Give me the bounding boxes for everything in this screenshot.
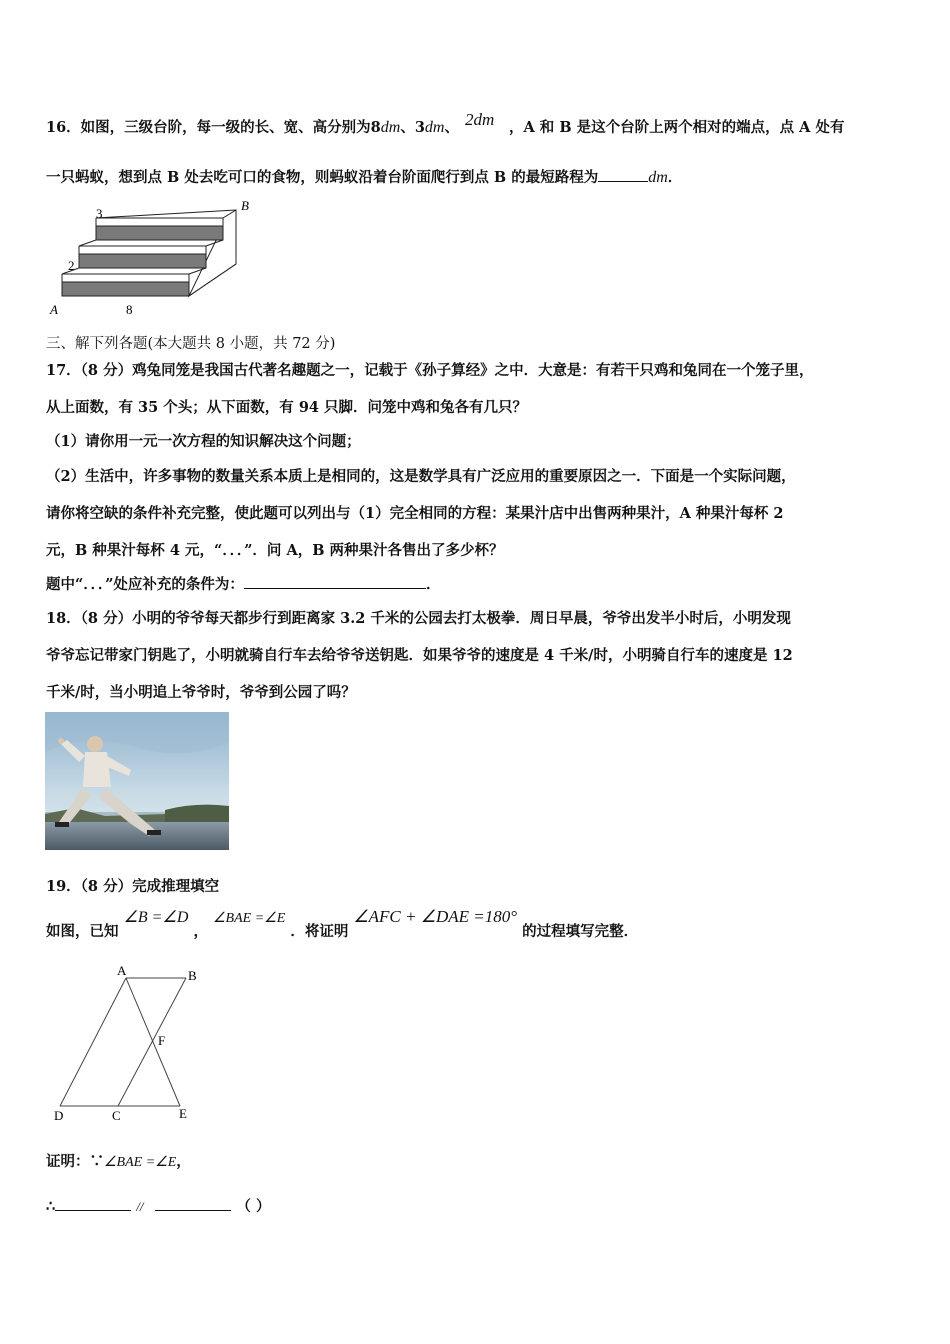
q17-line6: 元，B 种果汁每杯 4 元，“．．．”．问 A，B 两种果汁各售出了多少杯？ (46, 542, 504, 559)
formula-angle-b-eq-d: ∠B =∠D (123, 909, 189, 926)
stairs-label-8: 8 (126, 302, 133, 317)
formula-angle-bae-eq-e: ∠BAE =∠E (213, 911, 286, 926)
q17-line3: （1）请你用一元一次方程的知识解决这个问题； (46, 433, 361, 450)
point-E: E (179, 1106, 187, 1121)
geometry-figure (46, 960, 206, 1125)
q19-line2: 如图，已知 ∠B =∠D ， ∠BAE =∠E ．将证明 ∠AFC + ∠DAE =180° 的过程填写完整． (46, 907, 639, 940)
parallel-symbol: // (136, 1199, 144, 1214)
q17-line4: （2）生活中，许多事物的数量关系本质上是相同的，这是数学具有广泛应用的重要原因之一．下面是一个实际问题， (46, 468, 796, 485)
q17-line1: 17．（8 分）鸡兔同笼是我国古代著名趣题之一，记载于《孙子算经》之中．大意是：有若干只鸡和兔同在一个笼子里， (46, 362, 814, 379)
formula-afc-dae-180: ∠AFC + ∠DAE =180° (353, 907, 518, 926)
q17-line5: 请你将空缺的条件补充完整，使此题可以列出与（1）完全相同的方程：某果汁店中出售两种果汁，A 种果汁每杯 2 (46, 505, 784, 522)
stairs-label-B: B (241, 198, 249, 213)
formula-proof-angle: ∠BAE =∠E (104, 1155, 177, 1170)
q18-line2: 爷爷忘记带家门钥匙了，小明就骑自行车去给爷爷送钥匙．如果爷爷的速度是 4 千米/时，小明骑自行车的速度是 12 (46, 647, 793, 664)
q16-line1: 16．如图，三级台阶，每一级的长、宽、高分别为8dm、3dm、 2dm ，A 和 B 是这个台阶上两个相对的端点，点 A 处有 (46, 110, 845, 136)
answer-blank[interactable] (598, 167, 648, 182)
answer-blank[interactable] (55, 1196, 131, 1211)
point-C: C (112, 1108, 121, 1123)
stairs-label-A: A (50, 302, 58, 317)
answer-blank[interactable] (244, 574, 426, 589)
proof-line1: 证明：∵∠BAE =∠E， (46, 1153, 191, 1170)
q19-title: 19．（8 分）完成推理填空 (46, 878, 220, 895)
answer-blank[interactable] (155, 1196, 231, 1211)
point-F: F (158, 1033, 166, 1048)
stairs-figure (46, 196, 266, 318)
tai-chi-photo (45, 712, 229, 850)
point-A: A (117, 963, 127, 978)
point-D: D (54, 1108, 64, 1123)
formula-2dm: 2dm (464, 110, 495, 129)
proof-line2: ∴ // （ ） (46, 1198, 271, 1215)
stairs-label-2: 2 (68, 258, 75, 273)
point-B: B (188, 968, 197, 983)
stairs-label-3: 3 (96, 206, 103, 221)
q17-line7: 题中“．．．”处应补充的条件为： ． (46, 576, 441, 593)
q17-line2: 从上面数，有 35 个头；从下面数，有 94 只脚．问笼中鸡和兔各有几只？ (46, 399, 528, 416)
section-3-title: 三、解下列各题(本大题共 8 小题，共 72 分) (46, 336, 336, 352)
q16-line2: 一只蚂蚁，想到点 B 处去吃可口的食物，则蚂蚁沿着台阶面爬行到点 B 的最短路程为 dm． (46, 169, 683, 186)
q18-line3: 千米/时，当小明追上爷爷时，爷爷到公园了吗？ (46, 684, 356, 701)
q18-line1: 18．（8 分）小明的爷爷每天都步行到距离家 3.2 千米的公园去打太极拳．周日早晨，爷爷出发半小时后，小明发现 (46, 610, 791, 627)
